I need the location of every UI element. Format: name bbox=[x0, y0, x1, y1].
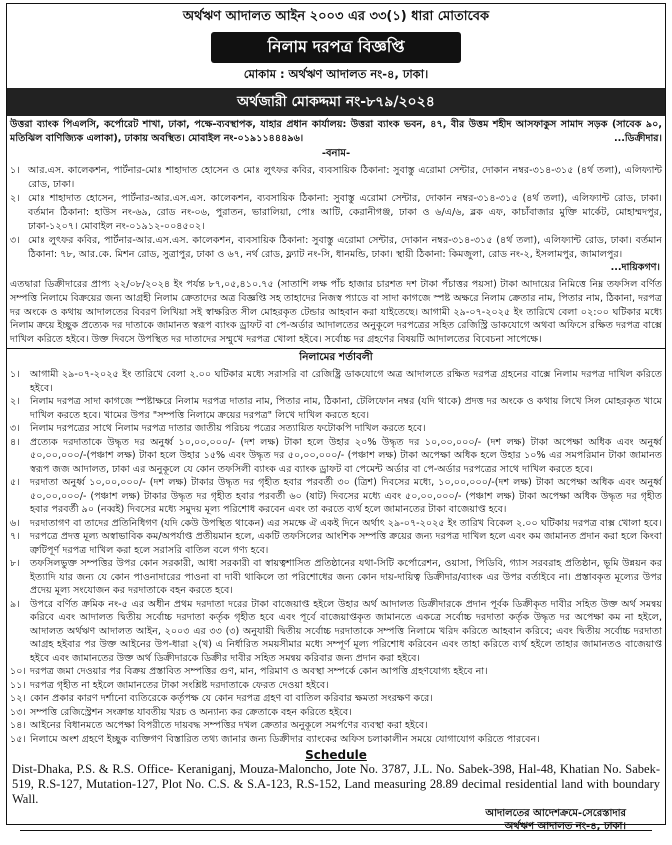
term-number: ১৫। bbox=[10, 733, 26, 745]
term-number: ৩। bbox=[10, 423, 20, 435]
term-number: ৯। bbox=[10, 598, 20, 610]
bottom-divider bbox=[20, 830, 652, 837]
notice-page bbox=[6, 3, 666, 839]
term-text: দরদাতা অনুর্ধ্ব ১০,০০,০০০/- (দশ লক্ষ) টাকার উদ্ধৃত দর গৃহীত হবার পরবর্তী ৩০ (ত্রিশ) দিবসের মধ্যে, ১০,০০,০০০/-(দশ লক্ষ) টাকা অপেক্ষা অধিক এবং অনুর্ধ্ব ৫০,০০,০০০/- (পঞ্চাশ লক্ষ) টাকার উদ্ধৃত দর গৃহীত হবার পরবর্তী ৬০ (ষাট) দিবসের মধ্যে এবং ৫০,০০,০০০/- (পঞ্চাশ লক্ষ) টাকা অপেক্ষা অধিক উদ্ধৃত দর গৃহীত হবার পরবর্তী ৯০ (নব্বই) দিবসের মধ্যে সমুদয় মূল্য পরিশোধ করবেন এবং তা করতে ব্যর্থ হলে জামানতের টাকা বাজেয়াপ্ত হবে। bbox=[30, 477, 662, 516]
term-text: নিলাম দরপত্র সাদা কাগজে স্পষ্টাক্ষরে নিলাম দরপত্র দাতার নাম, পিতার নাম, ঠিকানা, টেলিফোন নম্বর (যদি থাকে) প্রদত্ত দর অংকে ও কথায় লিখে সিল মোহরকৃত খামে দাখিল করতে হবে। খামের উপর "সম্পত্তি নিলামে ক্রয়ের দরপত্র" লিখে দাখিল করতে হবে। bbox=[30, 396, 662, 421]
schedule-text: Dist-Dhaka, P.S. & R.S. Office- Keraniganj, Mouza-Maloncho, Jote No. 3787, J.L. No. Sabek-398, Hal-48, Khatian No. Sabek-519, R.S-127, Mutation-127, Plot No. C.S. & S.A-123, R.S-152, Land measuring 28.89 decimal residential land with boundary Wall. bbox=[12, 762, 660, 807]
term-item bbox=[10, 368, 662, 395]
term-item bbox=[10, 598, 662, 666]
defendant-number: ১। bbox=[10, 165, 20, 177]
term-text: কোন প্রকার কারণ দর্শানো ব্যতিরেকে কর্তৃপক্ষ যে কোন দরপত্র গ্রহণ বা বাতিল করিবার ক্ষমতা সংরক্ষণ করে। bbox=[30, 693, 433, 705]
term-text: দরপত্র জমা দেওয়ার পর বিক্রয় প্রস্তাবিত সম্পত্তির গুণ, মান, পরিমাণ ও অবস্থা সম্পর্কে কোন আপত্তি গ্রহণযোগ্য হইবে না। bbox=[30, 666, 488, 678]
notice-title: নিলাম দরপত্র বিজ্ঞপ্তি bbox=[211, 32, 461, 63]
defendant-number: ৩। bbox=[10, 235, 20, 247]
term-number: ৮। bbox=[10, 558, 20, 570]
term-text: দরদাতাগণ বা তাদের প্রতিনিধিগণ (যদি কেউ উপস্থিত থাকেন) এর সমক্ষে ঐ একই দিনে অর্থাৎ ২৯-০৭-২০২৫ ইং তারিখ বিকেল ২.০০ ঘটিকায় দরপত্র বাক্স খোলা হবে। bbox=[30, 517, 662, 529]
defendant-item bbox=[10, 164, 662, 191]
term-text: দরপত্র গৃহীত না হইলে জামানতের টাকা সংশ্লিষ্ট দরদাতাকে ফেরত দেওয়া হইবে। bbox=[30, 679, 329, 691]
defendant-text: আর.এস. কালেকশন, পার্টনার-মোঃ শাহাদাত হোসেন ও মোঃ লুৎফর কবির, ব্যবসায়িক ঠিকানা: সুবাস্তু এরোমা সেন্টার, দোকান নম্বর-৩১৪-৩১৫ (৪র্থ তলা), এলিফ্যান্ট রোড, ঢাকা। bbox=[28, 165, 662, 190]
law-line: অর্থঋণ আদালত আইন ২০০৩ এর ৩৩(১) ধারা মোতাবেক bbox=[182, 9, 490, 24]
term-number: ২। bbox=[10, 396, 20, 408]
term-text: তফসিলভুক্ত সম্পত্তির উপর কোন সরকারী, আধা সরকারী বা স্বায়ত্বশাসিত প্রতিষ্ঠানের যথা-সিটি কর্পোরেশন, ওয়াসা, পিডিবি, গ্যাস সরবরাহ প্রতিষ্ঠান, ভূমি উন্নয়ন কর ইত্যাদি যার জন্য যে কোন পাওনাদারের পাওনা বা দাবী থাকিলে তা পরিশোধের জন্য কোন দায়-দায়িত্ব ডিক্রীদার/ব্যাংক এর উপর বর্তাইবে না। প্রস্তাবকৃত মূল্যের উপর প্রদেয় মূল্য সংযোজন কর দরদাতাকে বহন করতে হবে। bbox=[30, 558, 662, 597]
term-text: উপরে বর্ণিত ক্রমিক নং-৫ এর অধীন প্রথম দরদাতা দরের টাকা বাজেয়াপ্ত হইলে উহার অর্থ আদালত ডিক্রীদারকে প্রদান পূর্বক ডিক্রীকৃত দাবীর সহিত উক্ত অর্থ সমন্বয় করিবে এবং আদালত দ্বিতীয় সর্বোচ্চ দরদাতা কর্তৃক গৃহীত হবে এবং পূর্বে বাজেয়াপ্তকৃত জামানতে একত্রে সর্বোচ্চ দরদাতা কর্তৃক উদ্ধৃত দর অপেক্ষা কম না হইলে, আদালত অর্থঋণ আদালত আইন, ২০০৩ এর ৩৩ (৩) অনুযায়ী দ্বিতীয় সর্বোচ্চ দরদাতাকে সম্পত্তি নিলামে খরিদ করিতে আহবান করিবে; এবং দ্বিতীয় সর্বোচ্চ দরদাতা আগ্রহ হইবার পর উক্ত আইনের উপ-ধারা ২(খ) এ নির্ধারিত সময়সীমার মধ্যে সম্পূর্ণ মূল্য পরিশোধ করিবেন এবং তাহা করিতে ব্যর্থ হইলে তাহার জামানতও বাজেয়াপ্ত হইবে এবং জামানতের উক্ত অর্থ ডিক্রীদারকে ডিক্রীর দাবীর সহিত সমন্বয় করিবার জন্য প্রদান করা হইবে। bbox=[30, 598, 662, 664]
term-item bbox=[10, 436, 662, 477]
term-number: ৫। bbox=[10, 477, 20, 489]
term-number: ১১। bbox=[10, 679, 26, 691]
term-text: প্রত্যেক দরদাতাকে উদ্ধৃত দর অনুর্ধ্ব ১০,০০,০০০/- (দশ লক্ষ) টাকা হলে উহার ২০% উদ্ধৃত দর ১০,০০,০০০/- (দশ লক্ষ) টাকা অপেক্ষা অধিক এবং অনুর্ধ্ব ৫০,০০,০০০/-(পঞ্চাশ লক্ষ) টাকা হলে উহার ১৫% এবং উদ্ধৃত দর ৫০,০০,০০০/- (পঞ্চাশ লক্ষ) টাকা অপেক্ষা অধিক হলে উহার ১০% এর সমপরিমান টাকা জামানত স্বরূপ জজ আদালত, ঢাকা এর অনুকূলে যে কোন তফসিলী ব্যাংক এর ব্যাংক ড্রাফট বা পেমেন্ট অর্ডার বা পে-অর্ডার দরপত্রের সাথে দাখিল করতে হবে। bbox=[30, 436, 662, 475]
term-item bbox=[10, 530, 662, 557]
term-number: ৪। bbox=[10, 436, 20, 448]
defendant-role: ...দায়িকগণ। bbox=[610, 262, 660, 274]
term-number: ১৪। bbox=[10, 720, 26, 732]
term-item bbox=[10, 692, 662, 706]
court-venue: মোকাম : অর্থঋণ আদালত নং-৪, ঢাকা। bbox=[243, 67, 429, 81]
terms-title: নিলামের শর্তাবলী bbox=[6, 348, 666, 367]
term-text: নিলাম দরপত্রের সাথে নিলাম দরপত্র দাতার জাতীয় পরিচয় পত্রের সত্যায়িত ফটোকপি দাখিল করতে হবে। bbox=[30, 423, 426, 435]
defendant-item bbox=[10, 192, 662, 233]
term-number: ১২। bbox=[10, 693, 26, 705]
case-number: অর্থজারী মোকদ্দমা নং-৮৭৯/২০২৪ bbox=[6, 88, 666, 116]
term-text: সম্পত্তি রেজিস্ট্রেশন সংক্রান্ত যাবতীয় খরচ ও অন্যান্য কর ক্রেতাকে বহন করিতে হইবে। bbox=[30, 706, 352, 718]
term-number: ১৩। bbox=[10, 706, 26, 718]
term-text: আইনের বিধানমতে অপেক্ষা বিপরীতে দায়বদ্ধ সম্পত্তির দখল ক্রেতার অনুকূলে সমর্পণের ব্যবস্থা করা হইবে। bbox=[30, 720, 428, 732]
notice-body: এতদ্বারা ডিক্রীদারের প্রাপ্য ২২/০৮/২০২৪ ইং পর্যন্ত ৮৭,০৫,৪১০.৭৫ (সাতাশি লক্ষ পাঁচ হাজার চারশত দশ টাকা পঁচাত্তর পয়সা) টাকা আদায়ের নিমিত্তে নিম্ন তফসিল বর্ণিত সম্পত্তি নিলামে বিক্রয়ের জন্য আগ্রহী নিলাম ক্রেতাদের অত্র বিজ্ঞপ্তি সহ তাহাদের নিজস্ব প্যাডে বা সাদা কাগজে স্পষ্ট অক্ষরে নিলাম ক্রেতার নাম, পিতার নাম, ঠিকানা, দরপত্র দর অংকে ও কথায় আদালতের বিবরণ লিখিয়া সই স্বাক্ষরিত সীল মোহরকৃত টেন্ডার আহবান করা যাইতেছে। আগামী ২৯-০৭-২০২৫ ইং তারিখে বেলা ০২:০০ ঘটিকার মধ্যে নিলাম ক্রয়ে ইচ্ছুক প্রত্যেক দর দাতাকে জামানত স্বরূপ ব্যাংক ড্রাফট বা পে-অর্ডার আদালতের অনুকূলে দরপত্রের সহিত রেজিস্ট্রি ডাকযোগে অথবা অফিসে রক্ষিত দরপত্র বাক্সে দাখিল করিতে হইবে। উক্ত দিবসে উপস্থিত দর দাতাদের সম্মুখে দরপত্র খোলা হইবে। সর্বোচ্চ দর গ্রহণের বিষয়টি আদালতের বিবেচনা সাপেক্ষে। bbox=[10, 279, 662, 345]
term-item bbox=[10, 719, 662, 733]
term-item bbox=[10, 665, 662, 679]
term-item bbox=[10, 733, 662, 747]
term-item bbox=[10, 679, 662, 693]
defendant-text: মোঃ শাহাদাত হোসেন, পার্টনার-আর.এস.এস. কালেকশন, ব্যবসায়িক ঠিকানা: সুবাস্তু এরোমা সেন্টার, দোকান নম্বর-৩১৪-৩১৫ (৪র্থ তলা), এলিফ্যান্ট রোড, ঢাকা। বর্তমান ঠিকানা: হাউস নং-৬৯, রোড নং-০৬, পুরাতন, ভারালিয়া, পোঃ আটি, কেরানীগঞ্জ, ঢাকা ও ৬/এ/৬, ব্লক এফ, কাচাঁবাজার মুক্তি মার্কেট, মোহাম্মদপুর, ঢাকা-১২০৭। মোবাইল নং-০১৯১২-০০৪৫০২। bbox=[28, 193, 662, 232]
term-text: আগামী ২৯-০৭-২০২৫ ইং তারিখে বেলা ২.০০ ঘটিকার মধ্যে সরাসরি বা রেজিষ্ট্রি ডাকযোগে অত্র আদালতে রক্ষিত দরপত্র গ্রহনের বাক্সে নিলাম দরপত্র দাখিল করিতে হইবে। bbox=[30, 369, 662, 394]
defendant-number: ২। bbox=[10, 193, 20, 205]
term-number: ১। bbox=[10, 369, 20, 381]
plaintiff-text: উত্তরা ব্যাংক পিএলসি, কর্পোরেট শাখা, ঢাকা, পক্ষে-ব্যবস্থাপক, যাহার প্রধান কার্যালয়: উত্তরা ব্যাংক ভবন, ৪৭, বীর উত্তম শহীদ আসফাকুস সামাদ সড়ক (সাবেক ৯০, মতিঝিল বাণিজ্যিক এলাকা), ঢাকায় অবস্থিত। মোবাইল নং-০১৯১১৪৪৪৯৬। bbox=[10, 119, 662, 144]
terms-list bbox=[6, 368, 666, 746]
term-item bbox=[10, 517, 662, 531]
plaintiff-block bbox=[10, 118, 662, 145]
versus-label: -বনাম- bbox=[321, 148, 351, 160]
schedule-title: Schedule bbox=[305, 748, 367, 763]
term-item bbox=[10, 476, 662, 517]
term-item bbox=[10, 706, 662, 720]
term-number: ৭। bbox=[10, 531, 20, 543]
term-item bbox=[10, 557, 662, 598]
term-text: নিলামে অংশ গ্রহণে ইচ্ছুক ব্যক্তিগণ বিস্তারিত তথ্য জানার জন্য ডিক্রীদার ব্যাংকের অফিস চলাকালীন সময়ে যোগাযোগ করিতে পারবেন। bbox=[30, 733, 540, 745]
term-item bbox=[10, 422, 662, 436]
plaintiff-role: ...ডিক্রীদার। bbox=[613, 132, 662, 144]
defendant-text: মোঃ লুৎফর কবির, পার্টনার-আর.এস.এস. কালেকশন, ব্যবসায়িক ঠিকানা: সুবাস্তু এরোমা সেন্টার, দোকান নম্বর-৩১৪-৩১৫ (৪র্থ তলা), এলিফ্যান্ট রোড, ঢাকা। বর্তমান ঠিকানা: ৭৮, আর.কে. মিশন রোড, সুত্রাপুর, ঢাকা ও ৬৭, নর্থ রোড, ফ্ল্যাট নং-সি, ধানমন্ডি, ঢাকা। স্থায়ী ঠিকানা: কিমজুলা, রোড নং-২, ইসলামপুর, জামালপুর। bbox=[28, 235, 662, 260]
signature-line-2: অর্থঋণ আদালত নং-৪, ঢাকা। bbox=[504, 821, 626, 833]
term-number: ১০। bbox=[10, 666, 26, 678]
term-number: ৬। bbox=[10, 517, 20, 529]
term-item bbox=[10, 395, 662, 422]
defendant-item bbox=[10, 234, 662, 261]
signature-line-1: আদালতের আদেশক্রমে-সেরেস্তাদার bbox=[485, 808, 626, 820]
term-text: দরপত্রে প্রদত্ত মূল্য অস্বাভাবিক কম/অপর্যাপ্ত প্রতীয়মান হলে, একটি তফসিলের আংশিক সম্পত্তি ক্রয়ের জন্য দরপত্র দাখিল হলে এবং কম জামানত প্রদান করা হলে কিংবা ত্রুটিপূর্ণ দরপত্র দাখিল করা হলে সরাসরি বাতিল বলে গণ্য হবে। bbox=[30, 531, 662, 556]
